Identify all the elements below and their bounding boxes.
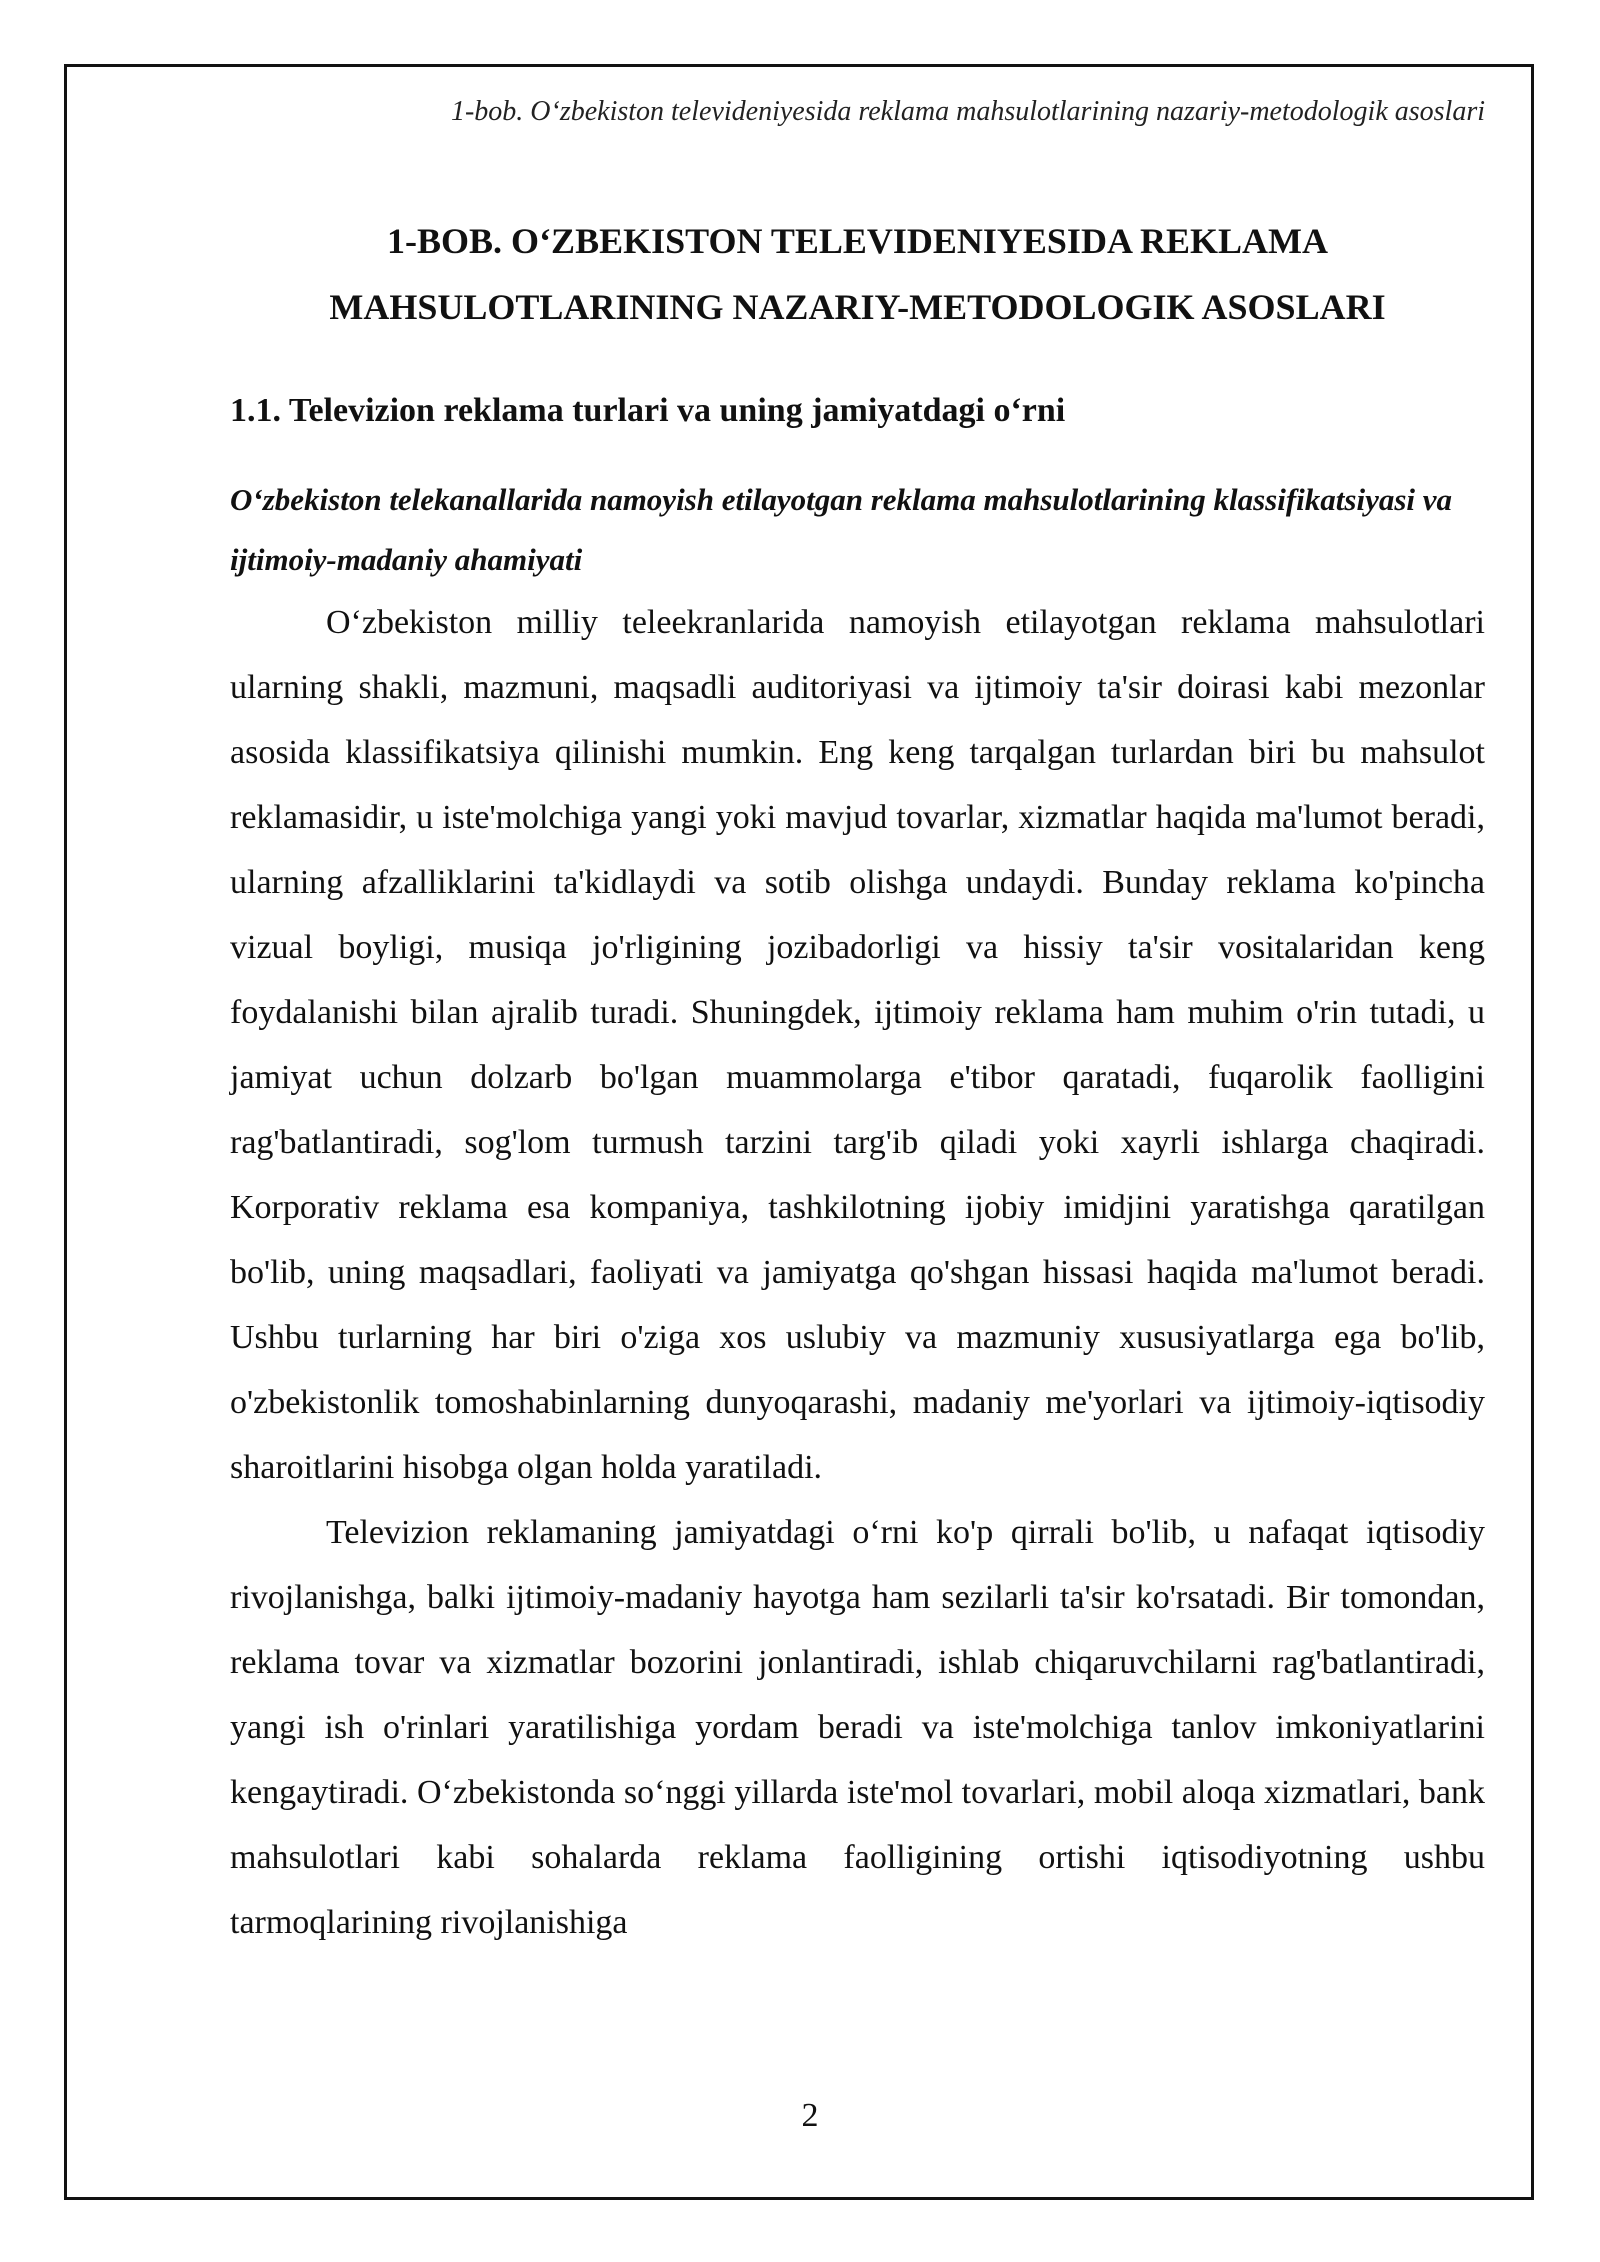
chapter-title (230, 208, 1485, 340)
body-paragraph-1: O‘zbekiston milliy teleekranlarida namoyish etilayotgan reklama mahsulotlari ularning shakli, mazmuni, maqsadli auditoriyasi va ijtimoiy ta'sir doirasi kabi mezonlar asosida klassifikatsiya qilinishi mumkin. Eng keng tarqalgan turlardan biri bu mahsulot reklamasidir, u iste'molchiga yangi yoki mavjud tovarlar, xizmatlar haqida ma'lumot beradi, ularning afzalliklarini ta'kidlaydi va sotib olishga undaydi. Bunday reklama ko'pincha vizual boyligi, musiqa jo'rligining jozibadorligi va hissiy ta'sir vositalaridan keng foydalanishi bilan ajralib turadi. Shuningdek, ijtimoiy reklama ham muhim o'rin tutadi, u jamiyat uchun dolzarb bo'lgan muammolarga e'tibor qaratadi, fuqarolik faolligini rag'batlantiradi, sog'lom turmush tarzini targ'ib qiladi yoki xayrli ishlarga chaqiradi. Korporativ reklama esa kompaniya, tashkilotning ijobiy imidjini yaratishga qaratilgan bo'lib, uning maqsadlari, faoliyati va jamiyatga qo'shgan hissasi haqida ma'lumot beradi. Ushbu turlarning har biri o'ziga xos uslubiy va mazmuniy xususiyatlarga ega bo'lib, o'zbekistonlik tomoshabinlarning dunyoqarashi, madaniy me'yorlari va ijtimoiy-iqtisodiy sharoitlarini hisobga olgan holda yaratiladi. (230, 604, 1485, 1486)
chapter-title-line-1: 1-BOB. O‘ZBEKISTON TELEVIDENIYESIDA REKLAMA (387, 221, 1328, 261)
running-header: 1-bob. O‘zbekiston televideniyesida reklama mahsulotlarining nazariy-metodologik asoslari (450, 96, 1485, 127)
page-number: 2 (801, 2097, 819, 2134)
page-body (230, 208, 1485, 1955)
body-paragraph-2: Televizion reklamaning jamiyatdagi o‘rni ko'p qirrali bo'lib, u nafaqat iqtisodiy rivojlanishga, balki ijtimoiy-madaniy hayotga ham sezilarli ta'sir ko'rsatadi. Bir tomondan, reklama tovar va xizmatlar bozorini jonlantiradi, ishlab chiqaruvchilarni rag'batlantiradi, yangi ish o'rinlari yaratilishiga yordam beradi va iste'molchiga tanlov imkoniyatlarini kengaytiradi. O‘zbekistonda so‘nggi yillarda iste'mol tovarlari, mobil aloqa xizmatlari, bank mahsulotlari kabi sohalarda reklama faolligining ortishi iqtisodiyotning ushbu tarmoqlarining rivojlanishiga (230, 1514, 1485, 1941)
subsection-title: O‘zbekiston telekanallarida namoyish etilayotgan reklama mahsulotlarining klassifikatsiyasi va ijtimoiy-madaniy ahamiyati (230, 482, 1453, 577)
chapter-title-line-2: MAHSULOTLARINING NAZARIY-METODOLOGIK ASOSLARI (329, 287, 1386, 327)
section-title: 1.1. Televizion reklama turlari va uning jamiyatdagi o‘rni (230, 392, 1066, 429)
